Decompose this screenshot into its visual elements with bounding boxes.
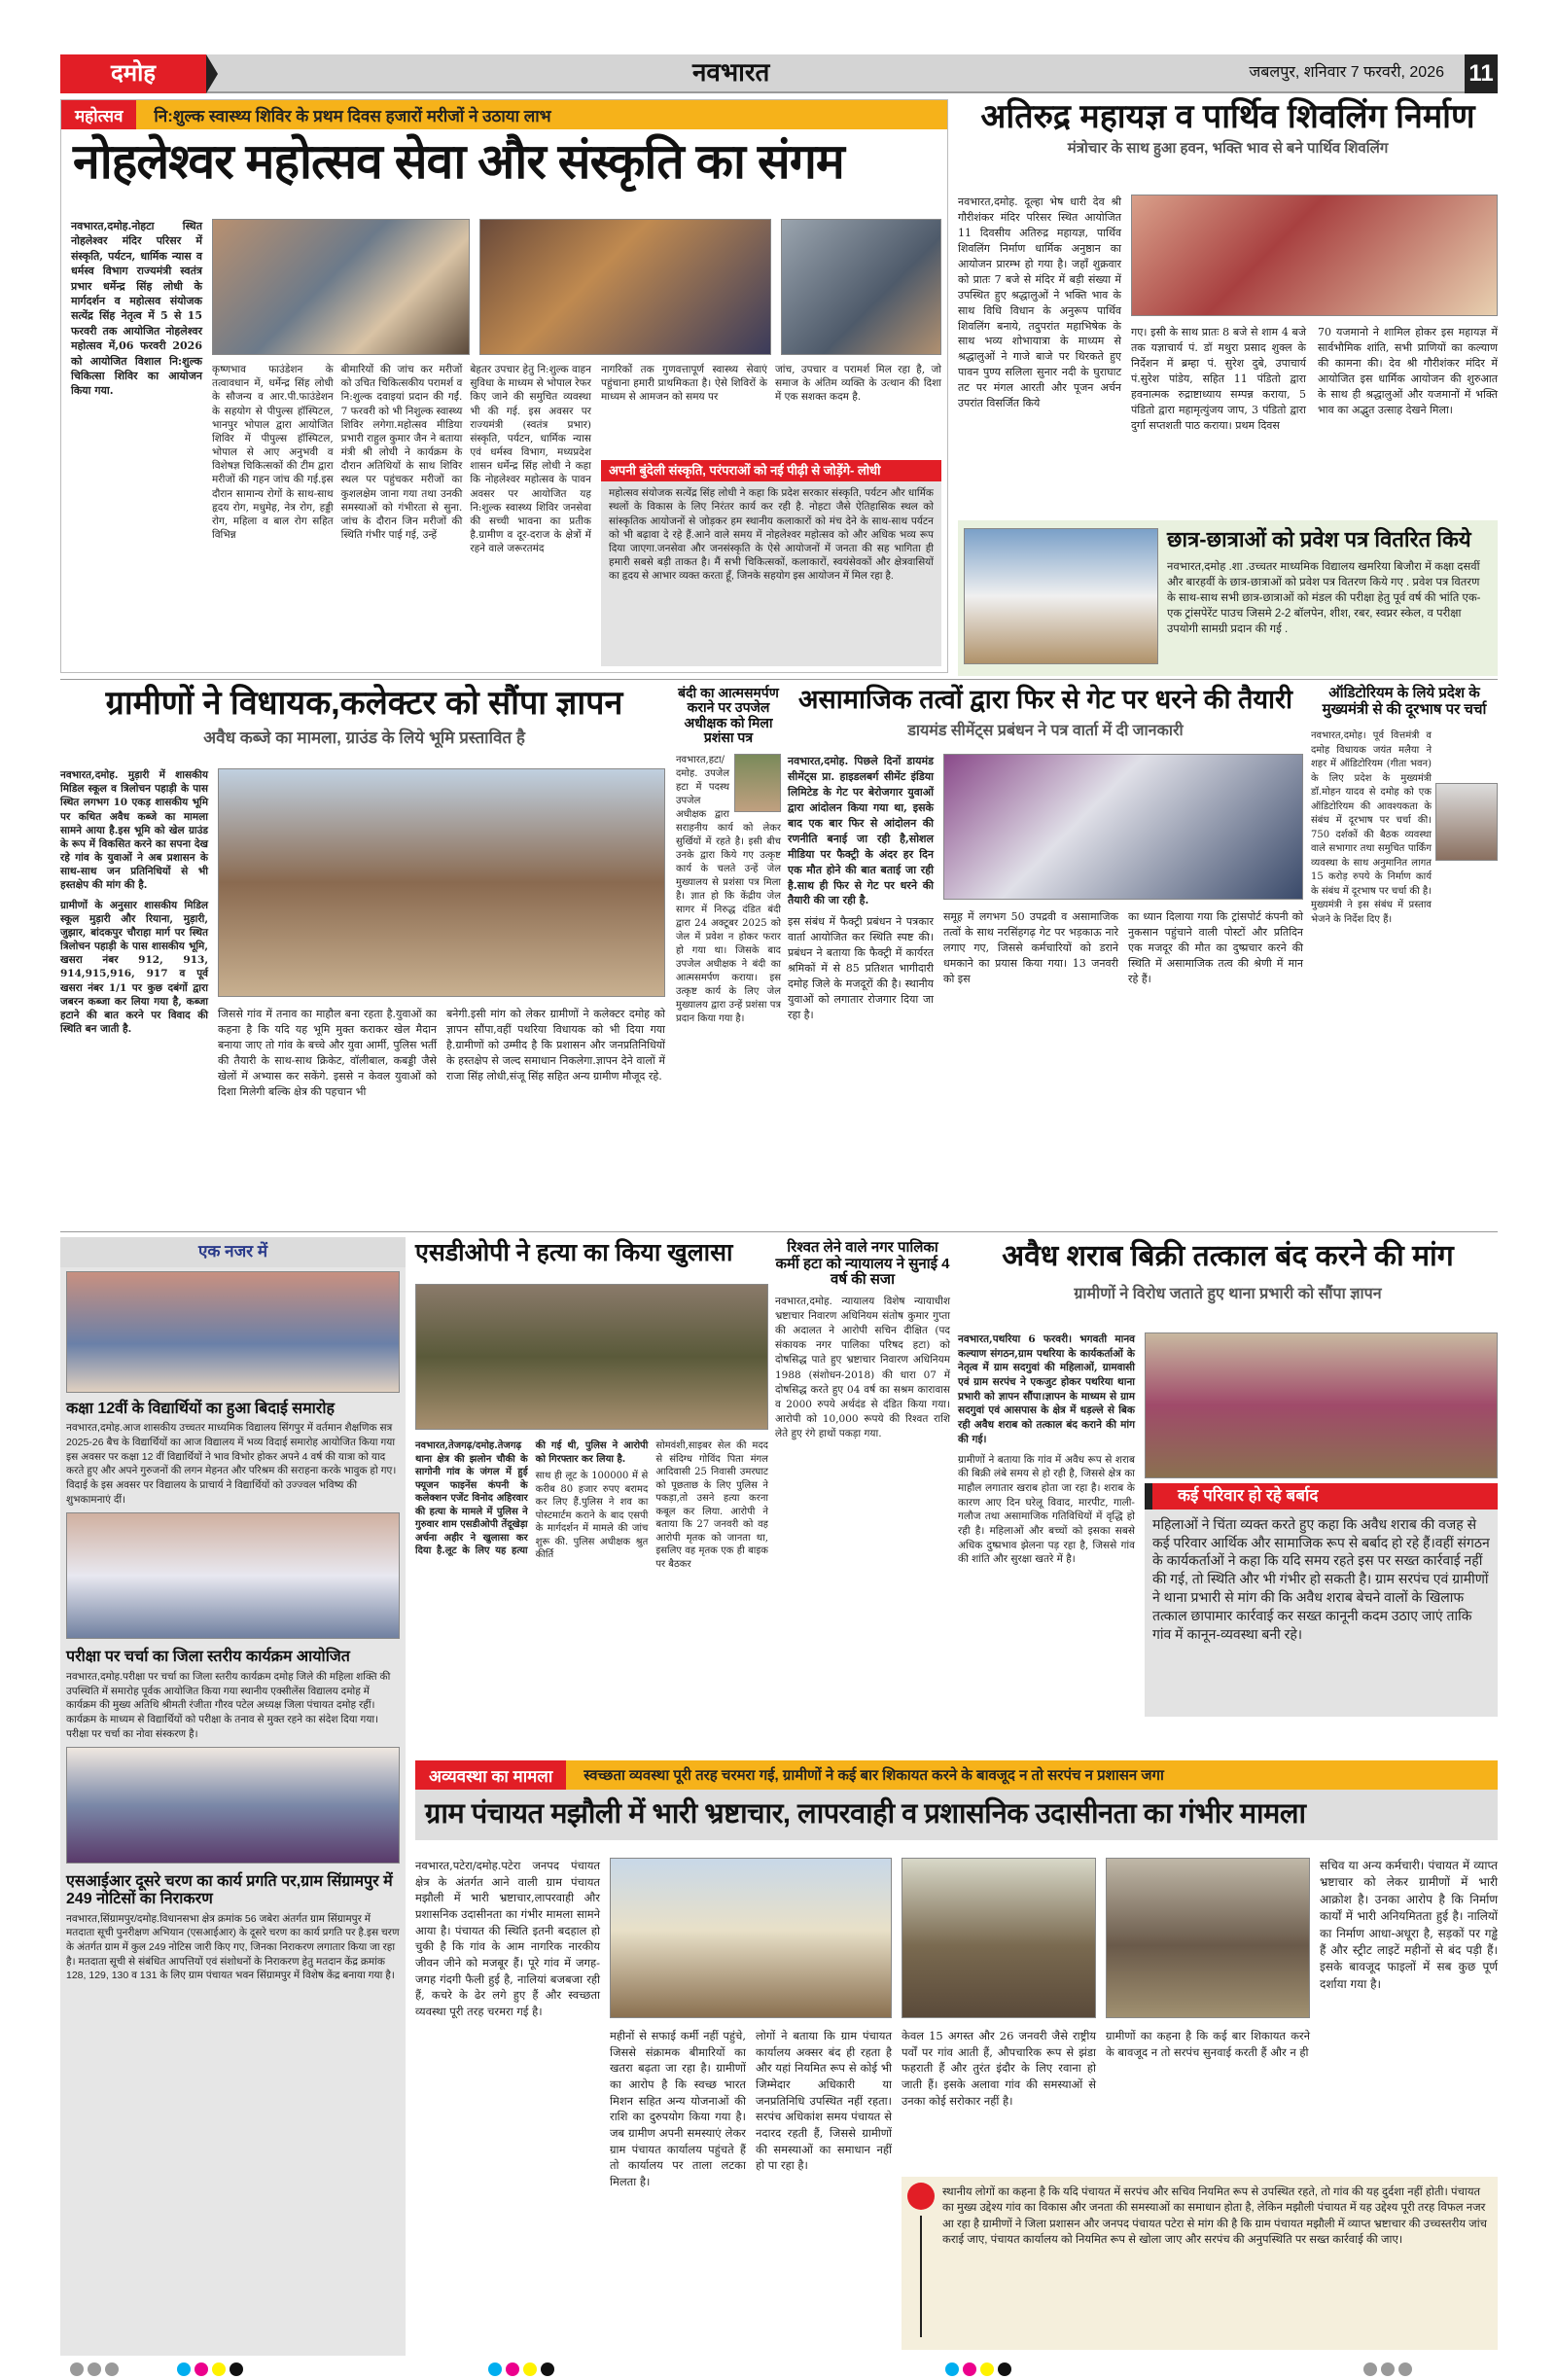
sharab-article xyxy=(958,1240,1498,1722)
sdop-intro: नवभारत,तेजगढ़/दमोह.तेजगढ़ थाना क्षेत्र की झलोन चौकी के सागोनी गांव के जंगल में हुई फ्यूजन फाइनेंस कंपनी के कलेक्शन एजेंट विनोद अहिरवार की हत्या के मामले में पुलिस ने गुरुवार शाम एसडीओपी तेंदूखेड़ा अर्चना अहीर ने खुलासा कर दिया है.लूट के लिए यह हत्या की गई थी, पुलिस ने आरोपी को गिरफ्तार कर लिया है. xyxy=(415,1440,649,1556)
majhauli-kicker xyxy=(415,1760,1498,1790)
registration-marks-cmyk xyxy=(175,2362,245,2380)
photo-farewell xyxy=(66,1271,400,1393)
majhauli-body4: केवल 15 अगस्त और 26 जनवरी जैसे राष्ट्रीय पर्वों पर गांव आती हैं, औपचारिक रूप से झंडा फहराती हैं और तुरंत इंदौर के लिए रवाना हो जाती हैं। इसके अलावा गांव की समस्याओं से उनका कोई सरोकार नहीं है। xyxy=(902,2029,1096,2108)
majhauli-body3: लोगों ने बताया कि ग्राम पंचायत कार्यालय अक्सर बंद ही रहता है और यहां नियमित रूप से कोई भी जिम्मेदार अधिकारी या जनप्रतिनिधि उपस्थित नहीं रहता। सरपंच अधिकांश समय पंचायत से नदारद रहती हैं, जिससे ग्रामीणों की समस्याओं का समाधान नहीं हो पा रहा है। xyxy=(756,2029,892,2173)
shivling-body3: 70 यजमानो ने शामिल होकर इस महायज्ञ में सार्वभौमिक शांति, सभी प्राणियों का कल्याण की कामना की। देव श्री गौरीशंकर मंदिर में आयोजित इस धार्मिक आयोजन की शुरुआत के साथ ही श्रद्धालुओं और यजमानों में भक्ति भाव का अद्भुत उत्साह देखने मिला। xyxy=(1318,326,1498,416)
photo-jail-officer xyxy=(734,754,781,812)
photo-garbage xyxy=(902,1858,1096,2018)
eknazar-headline-3: एसआईआर दूसरे चरण का कार्य प्रगति पर,ग्राम सिंग्रामपुर में 249 नोटिसों का निराकरण xyxy=(66,1873,393,1908)
lead-body4: नागरिकों तक गुणवत्तापूर्ण स्वास्थ्य सेवाएं पहुंचाना हमारी प्राथमिकता है। ऐसे शिविरों के माध्यम से आमजन को समय पर xyxy=(601,364,767,404)
asamajik-left-column xyxy=(788,754,934,1023)
registration-marks-right xyxy=(943,2362,1013,2380)
sharab-box-text: महिलाओं ने चिंता व्यक्त करते हुए कहा कि अवैध शराब की वजह से कई परिवार आर्थिक और सामाजिक रूप से बर्बाद हो रहे हैं।वहीं संगठन के कार्यकर्ताओं ने कहा कि यदि समय रहते इस पर सख्त कार्रवाई नहीं की गई, तो स्थिति और भी गंभीर हो सकती है। ग्राम सरपंच एवं ग्रामीणों ने थाना प्रभारी से मांग की कि अवैध शराब बेचने वालों के खिलाफ तत्काल छापामार कार्रवाई कर सख्त कानूनी कदम उठाए जाएं ताकि गांव में कानून-व्यवस्था बनी रहे। xyxy=(1152,1515,1490,1643)
sharab-headline: अवैध शराब बिक्री तत्काल बंद करने की मांग xyxy=(1002,1240,1454,1272)
lead-article xyxy=(60,99,948,673)
auditorium-text: नवभारत,दमोह। पूर्व वित्तमंत्री व दमोह विधायक जयंत मलैया ने शहर में ऑडिटोरियम (गीता भवन) के लिए प्रदेश के मुख्यमंत्री डॉ.मोहन यादव से दमोह को एक ऑडिटोरियम की आवश्यकता के संबंध में दूरभाष पर चर्चा की। 750 दर्शकों की बैठक व्यवस्था वाले सभागार तथा समुचित पार्किंग व्यवस्था के साथ अनुमानित लागत 15 करोड़ रुपये के निर्माण कार्य के संबंध में दूरभाष पर चर्चा की है। मुख्यमंत्री ने इस संबंध में प्रस्ताव भेजने के निर्देश दिए हैं। xyxy=(1311,730,1432,925)
photo-police xyxy=(415,1284,768,1430)
majhauli-body6: सचिव या अन्य कर्मचारी। पंचायत में व्याप्त भ्रष्टाचार को लेकर ग्रामीणों में भारी आक्रोश है। उनका आरोप है कि निर्माण कार्यों में भारी अनियमितता हुई है। नालियों का निर्माण आधा-अधूरा है, सड़कों पर गड्ढे हैं और स्ट्रीट लाइटें महीनों से बंद पड़ी हैं। इसके बावजूद फाइलों में सब कुछ पूर्ण दर्शाया गया है। xyxy=(1320,1859,1498,1991)
quote-rule xyxy=(920,2216,922,2337)
asamajik-article xyxy=(788,686,1303,1226)
asamajik-body1: इस संबंध में फैक्ट्री प्रबंधन ने पत्रकार वार्ता आयोजित कर स्थिति स्पष्ट की। प्रबंधन ने बताया कि फैक्ट्री में कार्यरत श्रमिकों में से 85 प्रतिशत भागीदारी दमोह जिले के मजदूरों की है। स्थानीय युवाओं को लगातार रोजगार दिया जा रहा है। xyxy=(788,915,934,1021)
shivling-body2: गए। इसी के साथ प्रातः 8 बजे से शाम 4 बजे तक यज्ञाचार्य पं. डॉ मथुरा प्रसाद शुक्ल के निर्देशन में ब्रम्हा पं. सुरेश दुबे, उपाचार्य पं.सुरेश पांडेय, सहित 11 पंडितो द्वारा हवनात्मक रुद्राष्टाध्याय सम्पन्न कराया, 5 पंडितो द्वारा महामृत्युंजय जाप, 3 पंडितो द्वारा दुर्गा सप्तशती पाठ कराया। प्रथम दिवस xyxy=(1131,326,1306,432)
asamajik-subhead: डायमंड सीमेंट्स प्रबंधन ने पत्र वार्ता में दी जानकारी xyxy=(907,722,1184,739)
majhauli-quote-box xyxy=(902,2177,1498,2350)
sdop-body2: सोमवंशी,साइबर सेल की मदद से संदिग्ध गोविंद पिता मंगल आदिवासी 25 निवासी उमरघाट को पूछताछ के लिए पुलिस ने पकड़ा,तो उसने हत्या करना कबूल कर लिया. आरोपी ने बताया कि 27 जनवरी को वह आरोपी मृतक को जानता था, इसलिए वह मृतक एक ही बाइक पर बैठकर xyxy=(655,1440,768,1570)
registration-marks-far-right xyxy=(1362,2362,1414,2380)
shivling-body1: नवभारत,दमोह. दूल्हा भेष धारी देव श्री गौरीशंकर मंदिर परिसर स्थित आयोजित 11 दिवसीय अतिरुद्र महायज्ञ, पार्थिव शिवलिंग निर्माण धार्मिक अनुष्ठान का आयोजन प्रारम्भ हो गया है। जहाँ शुक्रवार को प्रातः 7 बजे से मंदिर में बड़ी संख्या में उपस्थित हुए श्रद्धालुओं ने भक्ति भाव के साथ विधि विधान के अनुरूप पार्थिव शिवलिंग बनाये, तदुपरांत महाभिषेक के साथ भव्य शोभायात्रा के माध्यम से श्रद्धालुओं ने गाजे बाजे पर थिरकते हुए पावन पुण्य सलिला सुनार नदी के घुराघाट तट पर मंगल आरती और पूजन अर्चन उपरांत विसर्जित किये xyxy=(958,195,1121,410)
auditorium-article xyxy=(1311,686,1498,1226)
majhauli-article xyxy=(415,1760,1498,2354)
masthead xyxy=(60,54,1498,93)
section-name: दमोह xyxy=(60,54,206,93)
dateline: जबलपुर, शनिवार 7 फरवरी, 2026 xyxy=(1249,64,1444,81)
section-arrow xyxy=(206,54,218,93)
majhauli-headline: ग्राम पंचायत मझौली में भारी भ्रष्टाचार, लापरवाही व प्रशासनिक उदासीनता का गंभीर मामला xyxy=(415,1790,1498,1840)
gyapan-article xyxy=(60,686,668,1226)
paper-logo: नवभारत xyxy=(692,57,770,87)
lead-columns xyxy=(212,363,591,666)
majhauli-body2: महीनों से सफाई कर्मी नहीं पहुंचे, जिससे संक्रामक बीमारियों का खतरा बढ़ता जा रहा है। ग्रामीणों का आरोप है कि स्वच्छ भारत मिशन सहित अन्य योजनाओं की राशि का दुरुपयोग किया गया है। जब ग्रामीण अपनी समस्याएं लेकर ग्राम पंचायत कार्यालय पहुंचते हैं तो कार्यालय पर ताला लटका मिलता है। xyxy=(610,2029,746,2189)
admit-headline: छात्र-छात्राओं को प्रवेश पत्र वितरित किये xyxy=(1167,527,1471,551)
page-number: 11 xyxy=(1465,54,1498,93)
majhauli-kicker-tag: अव्यवस्था का मामला xyxy=(415,1760,566,1790)
photo-festival-stage xyxy=(479,219,771,355)
eknazar-text-3: नवभारत,सिंग्रामपुर/दमोह.विधानसभा क्षेत्र क्रमांक 56 जबेरा अंतर्गत ग्राम सिंग्रामपुर में मतदाता सूची पुनरीक्षण अभियान (एसआईआर) के दूसरे चरण का कार्य प्रगति पर है.इस चरण के अंतर्गत ग्राम में कुल 249 नोटिस जारी किए गए, जिनका निराकरण लगातार किया जा रहा है। मतदाता सूची से संबंधित आपत्तियों एवं संशोधनों के निराकरण हेतु मतदान केंद्र क्रमांक 128, 129, 130 व 131 के लिए ग्राम पंचायत भवन सिंग्रामपुर में विशेष केंद्र बनाया गया है। xyxy=(66,1912,400,1982)
photo-group xyxy=(781,219,941,355)
gyapan-intro: नवभारत,दमोह. मुड़ारी में शासकीय मिडिल स्कूल व त्रिलोचन पहाड़ी के पास स्थित लगभग 10 एकड़ शासकीय भूमि पर कथित अवैध कब्जे का मामला सामने आया है.इस भूमि को खेल ग्राउंड के रूप में विकसित करने का सपना देख रहे गांव के युवाओं ने अब प्रशासन के साथ-साथ जन प्रतिनिधियों से भी हस्तक्षेप की मांग की है. xyxy=(60,769,208,892)
photo-panchayat-building xyxy=(610,1858,892,2018)
asamajik-headline: असामाजिक तत्वों द्वारा फिर से गेट पर धरने की तैयारी xyxy=(797,685,1293,714)
registration-marks-mid xyxy=(486,2362,556,2380)
photo-yagna xyxy=(1131,195,1498,316)
rishwat-article xyxy=(775,1240,950,1722)
sharab-box-title: कई परिवार हो रहे बर्बाद xyxy=(1145,1483,1498,1510)
eknazar-text-1: नवभारत,दमोह.आज शासकीय उच्चतर माध्यमिक विद्यालय सिंगपुर में वर्तमान शैक्षणिक सत्र 2025-26 बैच के विद्यार्थियों का आज विद्यालय में भव्य विदाई समारोह आयोजित किया गया इस अवसर पर कक्षा 12 वीं विद्यार्थियों ने भाव विभोर होकर अपने 4 वर्ष की यात्रा को याद करते हुए और अपने गुरुजनों की लगन मेहनत और परिश्रम की सराहना करके भावुक हो गए। विदाई के इस अवसर पर विद्यालय के प्राचार्य ने विद्यार्थियों को उज्ज्वल भविष्य की शुभकामनाएं दीं। xyxy=(66,1422,397,1506)
sharab-body1: ग्रामीणों ने बताया कि गांव में अवैध रूप से शराब की बिक्री लंबे समय से हो रही है, जिससे क्षेत्र का माहौल लगातार खराब होता जा रहा है। शराब के कारण आए दिन घरेलू विवाद, मारपीट, गाली-गलौज तथा असामाजिक गतिविधियों में वृद्धि हो रही है। महिलाओं और बच्चों को इसका सबसे अधिक दुष्प्रभाव झेलना पड़ रहा है, जिससे गांव की शांति और सुरक्षा खतरे में है। xyxy=(958,1453,1135,1566)
lodhi-quote-box xyxy=(601,460,941,666)
lead-kicker xyxy=(61,100,947,129)
photo-sir-meeting xyxy=(66,1747,400,1864)
gyapan-headline: ग्रामीणों ने विधायक,कलेक्टर को सौंपा ज्ञापन xyxy=(105,685,623,722)
lead-body5: जांच, उपचार व परामर्श मिल रहा है, जो समाज के अंतिम व्यक्ति के उत्थान की दिशा में एक सशक्त कदम है. xyxy=(775,364,941,404)
quote-box-title: अपनी बुंदेली संस्कृति, परंपराओं को नई पीढ़ी से जोड़ेंगे- लोधी xyxy=(601,460,941,481)
sdop-headline: एसडीओपी ने हत्या का किया खुलासा xyxy=(415,1239,733,1266)
sdop-article xyxy=(415,1240,768,1722)
bandi-headline: बंदी का आत्मसमर्पण कराने पर उपजेल अधीक्षक को मिला प्रशंसा पत्र xyxy=(678,685,779,746)
ek-nazar-column xyxy=(60,1237,406,2356)
asamajik-intro: नवभारत,दमोह. पिछले दिनों डायमंड सीमेंट्स प्रा. हाइडलबर्ग सीमेंट इंडिया लिमिटेड के गेट पर बेरोजगार युवाओं द्वारा आंदोलन किया गया था, इसके बाद एक बार फिर से आंदोलन की रणनीति बनाई जा रही है,सोशल मीडिया पर फैक्ट्री के अंदर हर दिन एक मौत होने की बात बताई जा रही है.साथ ही फिर से गेट पर धरने की तैयारी की जा रही है. xyxy=(788,755,934,907)
asamajik-body2: समूह में लगभग 50 उपद्रवी व असामाजिक तत्वों के साथ नरसिंहगढ़ गेट पर भड़काऊ नारे लगाए गए, जिससे कर्मचारियों को डराने धमकाने का प्रयास किया गया। 13 जनवरी को इस xyxy=(943,910,1118,985)
sharab-box xyxy=(1145,1483,1498,1717)
shivling-headline: अतिरुद्र महायज्ञ व पार्थिव शिवलिंग निर्माण xyxy=(980,98,1475,135)
eknazar-headline-2: परीक्षा पर चर्चा का जिला स्तरीय कार्यक्रम आयोजित xyxy=(66,1649,350,1666)
lead-body1: कृष्णभाव फाउंडेशन के तत्वावधान में, धर्मेन्द्र सिंह लोधी के सौजन्य व आर.पी.फाउंडेशन के सहयोग से पीपुल्स हॉस्पिटल, भानपुर भोपाल द्वारा आयोजित शिविर में पीपुल्स हॉस्पिटल, भोपाल से आए अनुभवी व विशेषज्ञ चिकित्सकों की टीम द्वारा मरीजों की गहन जांच की गई.इस दौरान सामान्य रोगों के साथ-साथ हृदय रोग, मधुमेह, नेत्र रोग, हड्डी रोग, महिला व बाल रोग सहित विभिन्न xyxy=(212,364,334,542)
photo-women-protest xyxy=(1145,1332,1498,1478)
eknazar-headline-1: कक्षा 12वीं के विद्यार्थियों का हुआ बिदाई समारोह xyxy=(66,1400,335,1417)
majhauli-kicker-text: स्वच्छता व्यवस्था पूरी तरह चरमरा गई, ग्रामीणों ने कई बार शिकायत करने के बावजूद न तो सरपंच न प्रशासन जगा xyxy=(584,1767,1164,1784)
sdop-body1: साथ ही लूट के 100000 में से करीब 80 हजार रुपए बरामद कर लिए हैं.पुलिस ने शव का पोस्टमार्टम कराने के बाद एसपी के मार्गदर्शन में मामले की जांच शुरू की. पुलिस अधीक्षक श्रुत कीर्ति xyxy=(535,1471,649,1560)
shivling-article xyxy=(958,99,1498,513)
admit-card-article xyxy=(958,520,1498,676)
gyapan-body3: बनेगी.इसी मांग को लेकर ग्रामीणों ने कलेक्टर दमोह को ज्ञापन सौंपा,वहीं पथरिया विधायक को भी दिया गया है.ग्रामीणों को उम्मीद है कि प्रशासन और जनप्रतिनिधियों के हस्तक्षेप से जल्द समाधान निकलेगा.ज्ञापन देने वालों में राजा सिंह लोधी,संजू सिंह सहित अन्य ग्रामीण मौजूद रहे. xyxy=(446,1008,665,1083)
gyapan-left-column xyxy=(60,768,208,1036)
majhauli-body1: नवभारत,पटेरा/दमोह.पटेरा जनपद पंचायत क्षेत्र के अंतर्गत आने वाली ग्राम पंचायत मझौली में भारी भ्रष्टाचार,लापरवाही और प्रशासनिक उदासीनता का गंभीर मामला सामने आया है। पंचायत की स्थिति इतनी बदहाल हो चुकी है कि गांव के आम नागरिक नारकीय जीवन जीने को मजबूर हैं। पूरे गांव में जगह-जगह गंदगी फैली हुई है, नालियां बजबजा रही हैं, कचरे के ढेर लगे हुए हैं और स्वच्छता व्यवस्था पूरी तरह चरमरा गई है। xyxy=(415,1859,600,2019)
quote-mark-icon xyxy=(907,2183,935,2210)
sharab-left-column xyxy=(958,1332,1135,1567)
rishwat-headline: रिश्वत लेने वाले नगर पालिका कर्मी हटा को न्यायालय ने सुनाई 4 वर्ष की सजा xyxy=(775,1239,950,1288)
admit-text: नवभारत,दमोह .शा .उच्चतर माध्यमिक विद्यालय खमरिया बिजौरा में कक्षा दसवीं और बारहवीं के छात्र-छात्राओं को प्रवेश पत्र वितरण किये गए . प्रवेश पत्र वितरण के साथ-साथ सभी छात्र-छात्राओं को मंडल की परीक्षा हेतु पूर्व वर्ष की भांति एक-एक ट्रांसपेरेंट पाउच जिसमे 2-2 बॉलपेन, शीश, रबर, स्वप्नर स्केल, व परीक्षा उपयोगी सामग्री प्रदान की गई . xyxy=(1167,561,1481,636)
bandi-text: नवभारत,हटा/दमोह. उपजेल हटा में पदस्थ उपजेल अधीक्षक द्वारा सराहनीय कार्य को लेकर सुर्खियों में रहते है। इसी बीच उनके द्वारा किये गए उत्कृष्ट कार्य के चलते उन्हें जेल मुख्यालय से प्रशंसा पत्र मिला है। ज्ञात हो कि केंद्रीय जेल सागर में निरुद्ध दंडित बंदी द्वारा 24 अक्टूबर 2025 को जेल में प्रवेश न होकर फरार हो गया था। जिसके बाद उपजेल अधीक्षक ने बंदी का आत्मसमर्पण कराया। इस उत्कृष्ट कार्य के लिए जेल मुख्यालय द्वारा उन्हें प्रशंसा पत्र प्रदान किया गया है। xyxy=(676,754,781,1024)
photo-mla xyxy=(1435,783,1498,861)
asamajik-body3: का ध्यान दिलाया गया कि ट्रांसपोर्ट कंपनी को नुकसान पहुंचाने वाली पोस्टों और प्रतिदिन एक मजदूर की मौत का दुष्प्रचार करने की स्थिति में असामाजिक तत्व की श्रेणी में मान रहे हैं। xyxy=(1128,910,1303,985)
photo-drain xyxy=(1106,1858,1310,2018)
registration-marks-left xyxy=(68,2362,121,2380)
kicker-text: नि:शुल्क स्वास्थ्य शिविर के प्रथम दिवस हजारों मरीजों ने उठाया लाभ xyxy=(154,106,551,125)
photo-villagers xyxy=(218,768,665,997)
quote-box-text: महोत्सव संयोजक सत्येंद्र सिंह लोधी ने कहा कि प्रदेश सरकार संस्कृति, पर्यटन और धार्मिक स्थलों के विकास के लिए निरंतर कार्य कर रही है. नोहटा जैसे ऐतिहासिक स्थल को सांस्कृतिक आयोजनों से जोड़कर हम स्थानीय कलाकारों को मंच देने के साथ-साथ पर्यटन को भी बढ़ावा दे रहे हैं.आने वाले समय में नोहलेश्वर महोत्सव को और अधिक भव्य रूप दिया जाएगा.जनसेवा और जनसंस्कृति के ऐसे आयोजनों में जनता की सह भागिता ही हमारी सबसे बड़ी ताकत है। मैं सभी चिकित्सकों, कलाकारों, स्वयंसेवकों और क्षेत्रवासियों का हृदय से आभार व्यक्त करता हूँ, जिनके सहयोग इस आयोजन में मिल रहा है. xyxy=(609,487,934,583)
eknazar-text-2: नवभारत,दमोह.परीक्षा पर चर्चा का जिला स्तरीय कार्यक्रम दमोह जिले की महिला शक्ति की उपस्थिति में समारोह पूर्वक आयोजित किया गया स्थानीय एक्सीलेंस विद्यालय दमोह में कार्यक्रम की मुख्य अतिथि श्रीमती रंजीता गौरव पटेल अध्यक्ष जिला पंचायत दमोह रहीं। कार्यक्रम के माध्यम से विद्यार्थियों को परीक्षा के तनाव से मुक्त रहने का संदेश दिया गया। परीक्षा पर चर्चा का नोवा संस्करण है। xyxy=(66,1671,391,1740)
gyapan-body2: जिससे गांव में तनाव का माहौल बना रहता है.युवाओं का कहना है कि यदि यह भूमि मुक्त कराकर खेल मैदान बनाया जाए तो गांव के बच्चे और युवा आर्मी, पुलिस भर्ती की तैयारी के साथ-साथ क्रिकेट, वॉलीबाल, कबड्डी जैसे खेलों में अभ्यास कर सकेंगे. इससे न केवल युवाओं को दिशा मिलेगी बल्कि क्षेत्र की पहचान भी xyxy=(218,1008,437,1098)
quote-text: स्थानीय लोगों का कहना है कि यदि पंचायत में सरपंच और सचिव नियमित रूप से उपस्थित रहते, तो गांव की यह दुर्दशा नहीं होती। पंचायत का मुख्य उद्देश्य गांव का विकास और जनता की समस्याओं का समाधान होता है, लेकिन मझौली पंचायत में यह उद्देश्य पूरी तरह विफल नजर आ रहा है ग्रामीणों ने जिला प्रशासन और जनपद पंचायत पटेरा से मांग की है कि ग्राम पंचायत मझौली में व्याप्त भ्रष्टाचार की उच्चस्तरीय जांच कराई जाए, पंचायत कार्यालय को नियमित रूप से खोला जाए और सरपंच की अनुपस्थिति पर सख्त कार्रवाई की जाए। xyxy=(942,2186,1487,2246)
gyapan-subhead: अवैध कब्जे का मामला, ग्राउंड के लिये भूमि प्रस्तावित है xyxy=(203,728,525,748)
photo-health-camp xyxy=(212,219,470,355)
photo-press-conference xyxy=(943,754,1303,900)
photo-pariksha xyxy=(66,1512,400,1639)
ek-nazar-title: एक नजर में xyxy=(60,1237,406,1267)
gyapan-body1: ग्रामीणों के अनुसार शासकीय मिडिल स्कूल मुड़ारी और रियाना, मुड़ारी, जुझार, बांदकपुर चौराहा मार्ग पर स्थित त्रिलोचन पहाड़ी के पास शासकीय भूमि, खसरा नंबर 912, 913, 914,915,916, 917 व पूर्व खसरा नंबर 1/1 पर कुछ दबंगों द्वारा जबरन कब्जा कर लिया गया है, कब्जा हटाने की बात करने पर विवाद की स्थिति बन जाती है. xyxy=(60,899,208,1036)
lead-body2: बीमारियों की जांच कर मरीजों को उचित चिकित्सकीय परामर्श व नि:शुल्क दवाइयां प्रदान की गईं. 7 फरवरी को भी निशुल्क स्वास्थ्य शिविर लगेगा.महोत्सव मीडिया प्रभारी राहुल कुमार जैन ने बताया मंत्री श्री लोधी ने कार्यक्रम के दौरान अतिथियों के साथ शिविर स्थल पर पहुंचकर मरीजों का कुशलक्षेम जाना गया तथा उनकी समस्याओं को गंभीरता से सुना. जांच के दौरान जिन मरीजों की स्थिति गंभीर पाई गई, उन्हें xyxy=(340,364,463,542)
majhauli-body5: ग्रामीणों का कहना है कि कई बार शिकायत करने के बावजूद न तो सरपंच सुनवाई करती हैं और न ही xyxy=(1106,2029,1310,2059)
rishwat-text: नवभारत,दमोह. न्यायालय विशेष न्यायाधीश भ्रष्टाचार निवारण अधिनियम संतोष कुमार गुप्ता की अदालत ने आरोपी सचिन दीक्षित (पद संकायक नगर पालिका परिषद हटा) को दोषसिद्ध पाते हुए भ्रष्टाचार निवारण अधिनियम 1988 (संशोधन-2018) की धारा 07 में दोषसिद्ध करते हुए 04 वर्ष का सश्रम कारावास व 2000 रुपये अर्थदंड से दंडित किया गया। आरोपी को 10,000 रूपये की रिश्वत राशि लेते हुए रंगे हाथों पकड़ा गया. xyxy=(775,1295,950,1440)
sharab-subhead: ग्रामीणों ने विरोध जताते हुए थाना प्रभारी को सौंपा ज्ञापन xyxy=(1074,1286,1382,1302)
lead-intro: नवभारत,दमोह.नोहटा स्थित नोहलेश्वर मंदिर परिसर में संस्कृति, पर्यटन, धार्मिक न्यास व धर्मस्व विभाग राज्यमंत्री स्वतंत्र प्रभार धर्मेन्द्र सिंह लोधी के मार्गदर्शन व महोत्सव संयोजक सत्येंद्र सिंह नेतृत्व में 5 से 15 फरवरी तक आयोजित नोहलेश्वर महोत्सव में,06 फरवरी 2026 को आयोजित विशाल नि:शुल्क चिकित्सा शिविर का आयोजन किया गया. xyxy=(71,220,202,398)
lead-body3: बेहतर उपचार हेतु नि:शुल्क वाहन सुविधा के माध्यम से भोपाल रेफर किए जाने की समुचित व्यवस्था भी की गई. इस अवसर पर राज्यमंत्री (स्वतंत्र प्रभार) संस्कृति, पर्यटन, धार्मिक न्यास एवं धर्मस्व विभाग, मध्यप्रदेश शासन धर्मेन्द्र सिंह लोधी ने कहा कि नोहलेश्वर महोत्सव के पावन अवसर पर आयोजित यह नि:शुल्क स्वास्थ्य शिविर जनसेवा की सच्ची भावना का प्रतीक है.ग्रामीण व दूर-दराज के क्षेत्रों में रहने वाले जरूरतमंद xyxy=(470,364,591,555)
shivling-subhead: मंत्रोचार के साथ हुआ हवन, भक्ति भाव से बने पार्थिव शिवलिंग xyxy=(1067,140,1389,158)
sdop-columns xyxy=(415,1439,768,1717)
sharab-intro: नवभारत,पथरिया 6 फरवरी। भगवती मानव कल्याण संगठन,ग्राम पथरिया के कार्यकर्ताओं के नेतृत्व में ग्राम सदगुवां की महिलाओं, ग्रामवासी एवं ग्राम सरपंच ने एकजुट होकर पथरिया थाना प्रभारी को ज्ञापन सौंपा।ज्ञापन के माध्यम से ग्राम सदगुवां एवं आसपास के क्षेत्र में धड़ल्ले से बिक रही अवैध शराब को तत्काल बंद कराने की मांग की गई। xyxy=(958,1333,1135,1445)
bandi-article xyxy=(676,686,781,1226)
auditorium-headline: ऑडिटोरियम के लिये प्रदेश के मुख्यमंत्री से की दूरभाष पर चर्चा xyxy=(1322,685,1487,718)
lead-headline: नोहलेश्वर महोत्सव सेवा और संस्कृति का संगम xyxy=(73,134,844,189)
lead-side-columns xyxy=(601,363,941,409)
photo-students xyxy=(964,528,1158,664)
kicker-tag: महोत्सव xyxy=(61,100,136,129)
